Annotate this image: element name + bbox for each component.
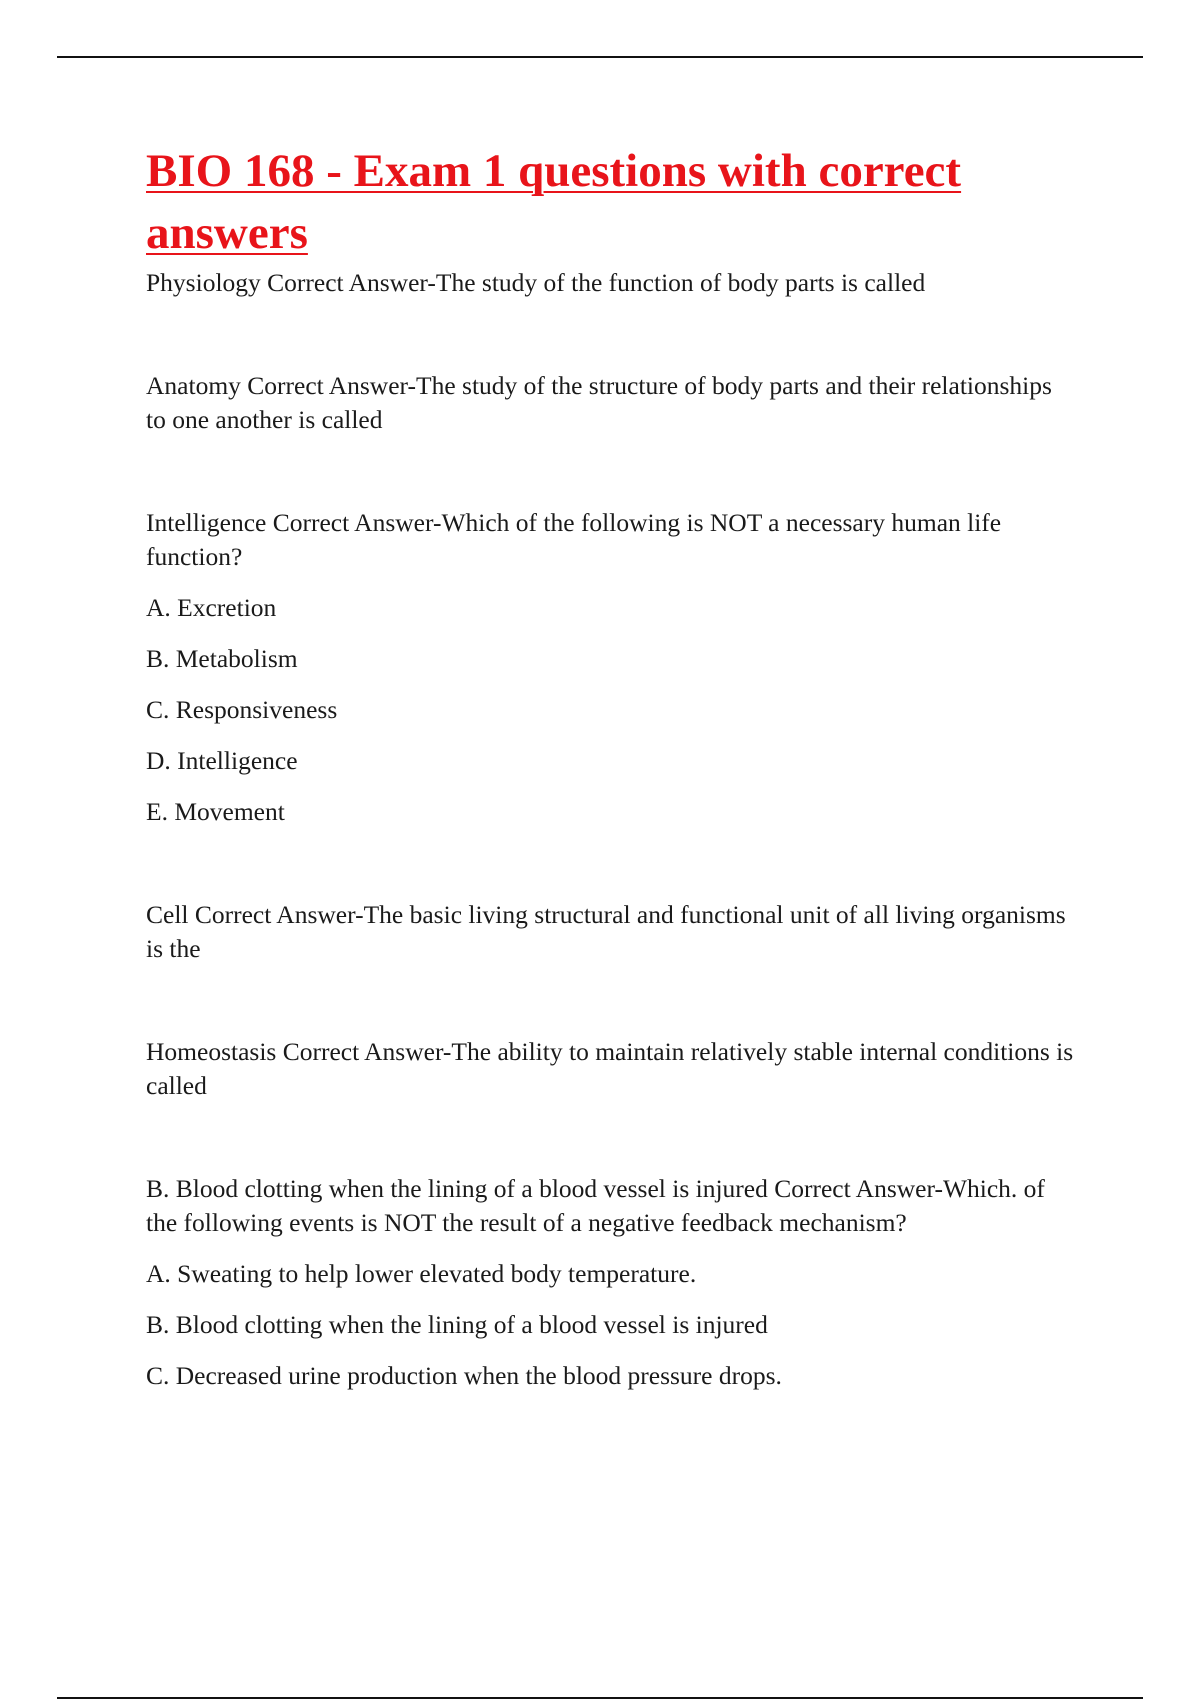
qa-item-physiology: [146, 266, 1076, 300]
qa-text: Cell Correct Answer-The basic living structural and functional unit of all living organisms is the: [146, 900, 1066, 963]
qa-text: B. Blood clotting when the lining of a blood vessel is injured Correct Answer-Which. of the following events is NOT the result of a negative feedback mechanism?: [146, 1174, 1045, 1237]
document-title: BIO 168 - Exam 1 questions with correct answers: [146, 145, 962, 259]
document-body: [146, 140, 1076, 1393]
qa-text: Anatomy Correct Answer-The study of the structure of body parts and their relationships to one another is called: [146, 371, 1052, 434]
option-item: C. Responsiveness: [146, 695, 338, 724]
qa-text: Intelligence Correct Answer-Which of the following is NOT a necessary human life function?: [146, 508, 1002, 571]
option-item: A. Excretion: [146, 593, 277, 622]
qa-text: Homeostasis Correct Answer-The ability to maintain relatively stable internal conditions is called: [146, 1037, 1074, 1100]
option-item: A. Sweating to help lower elevated body temperature.: [146, 1259, 697, 1288]
option-item: D. Intelligence: [146, 746, 298, 775]
qa-item-homeostasis: [146, 1035, 1076, 1103]
option-item: B. Metabolism: [146, 644, 298, 673]
option-item: C. Decreased urine production when the blood pressure drops.: [146, 1361, 782, 1390]
qa-item-cell: [146, 898, 1076, 966]
qa-item-anatomy: [146, 369, 1076, 437]
option-item: B. Blood clotting when the lining of a blood vessel is injured: [146, 1310, 768, 1339]
qa-item-negative-feedback: [146, 1172, 1076, 1393]
header-rule: [57, 56, 1143, 58]
qa-text: Physiology Correct Answer-The study of the function of body parts is called: [146, 268, 926, 297]
option-item: E. Movement: [146, 797, 285, 826]
answer-options: [146, 591, 1076, 829]
qa-item-intelligence: [146, 506, 1076, 829]
answer-options: [146, 1257, 1076, 1393]
footer-rule: [57, 1697, 1143, 1699]
